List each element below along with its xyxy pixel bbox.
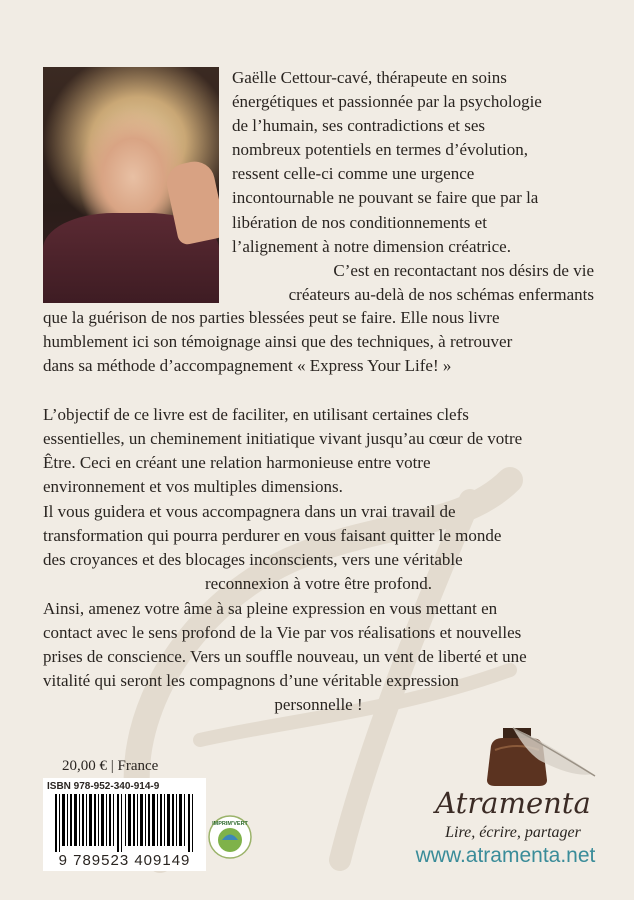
barcode-bars bbox=[45, 794, 204, 852]
summary-line: environnement et vos multiples dimensions. bbox=[43, 477, 343, 497]
summary-line: L’objectif de ce livre est de faciliter, en utilisant certaines clefs bbox=[43, 405, 469, 424]
bio-line: C’est en recontactant nos désirs de vie bbox=[333, 260, 594, 280]
svg-text:IMPRIM'VERT: IMPRIM'VERT bbox=[212, 821, 248, 827]
summary-line: personnelle ! bbox=[274, 695, 363, 715]
imprim-vert-logo bbox=[208, 815, 252, 859]
bio-line: humblement ici son témoignage ainsi que des techniques, à retrouver bbox=[43, 332, 513, 352]
publisher-tagline: Lire, écrire, partager bbox=[445, 824, 581, 841]
bio-line: créateurs au-delà de nos schémas enfermants bbox=[288, 284, 594, 304]
isbn-barcode bbox=[43, 778, 206, 871]
summary-line: transformation qui pourra perdurer en vous faisant quitter le monde bbox=[43, 526, 502, 546]
summary-line: reconnexion à votre être profond. bbox=[204, 574, 433, 594]
author-bio-tail bbox=[43, 306, 594, 378]
bio-line: incontournable ne pouvant se faire que par la bbox=[232, 188, 539, 208]
ink-bottle-quill-icon bbox=[473, 720, 603, 790]
summary-line: contact avec le sens profond de la Vie par vos réalisations et nouvelles bbox=[43, 623, 522, 643]
bio-line: l’alignement à notre dimension créatrice. bbox=[232, 236, 511, 256]
bio-line: Gaëlle Cettour-cavé, thérapeute en soins bbox=[232, 68, 507, 87]
summary-paragraph-3 bbox=[43, 597, 594, 717]
price-label: 20,00 € | France bbox=[62, 758, 159, 774]
bio-line: de l’humain, ses contradictions et ses bbox=[232, 116, 486, 136]
summary-line: vitalité qui seront les compagnons d’une véritable expression bbox=[43, 671, 459, 691]
isbn-label: ISBN 978-952-340-914-9 bbox=[47, 781, 160, 792]
barcode-digits: 9 789523 409149 bbox=[58, 852, 191, 869]
summary-line: Être. Ceci en créant une relation harmonieuse entre votre bbox=[43, 453, 431, 473]
bio-line: dans sa méthode d’accompagnement « Express Your Life! » bbox=[43, 356, 452, 376]
publisher-block bbox=[398, 720, 608, 880]
bio-line: énergétiques et passionnée par la psychologie bbox=[232, 92, 542, 112]
summary-line: essentielles, un cheminement initiatique vivant jusqu’au cœur de votre bbox=[43, 429, 523, 449]
bio-line: libération de nos conditionnements et bbox=[232, 212, 487, 232]
publisher-name: Atramenta bbox=[435, 786, 591, 820]
summary-paragraph-2 bbox=[43, 500, 594, 596]
author-bio-head bbox=[232, 66, 594, 307]
summary-paragraph-1 bbox=[43, 403, 594, 499]
summary-line: des croyances et des blocages inconscients, vers une véritable bbox=[43, 550, 463, 570]
bio-line: ressent celle-ci comme une urgence bbox=[232, 164, 475, 184]
author-photo bbox=[43, 67, 219, 303]
bio-line: que la guérison de nos parties blessées peut se faire. Elle nous livre bbox=[43, 308, 500, 327]
publisher-website-link[interactable]: www.atramenta.net bbox=[415, 844, 596, 867]
summary-line: Ainsi, amenez votre âme à sa pleine expression en vous mettant en bbox=[43, 599, 498, 618]
bio-line: nombreux potentiels en termes d’évolution, bbox=[232, 140, 529, 160]
summary-line: Il vous guidera et vous accompagnera dans un vrai travail de bbox=[43, 502, 456, 521]
summary-line: prises de conscience. Vers un souffle nouveau, un vent de liberté et une bbox=[43, 647, 527, 667]
